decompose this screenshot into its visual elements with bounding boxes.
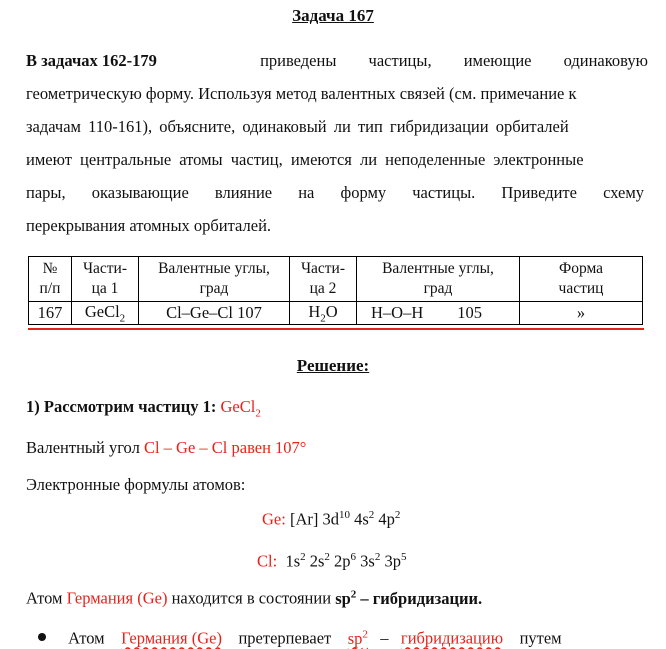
electron-formulas-label: Электронные формулы атомов: [26,475,246,494]
problem-line-4: имеют центральные атомы частиц, имеются ли неподеленные электронные [26,150,584,169]
table-cell-particle1: GeCl$_2$ [72,302,139,325]
problem-line-2: геометрическую форму. Используя метод валентных связей (см. примечание к [26,84,577,103]
table-underline [28,328,644,330]
problem-line-5: пары, оказывающие влияние на форму частицы. Приведите схему [26,183,645,202]
problem-line-1 [26,44,648,77]
solution-title: Решение: [296,356,370,375]
table-header: № п/п [29,257,72,302]
problem-line-3: задачам 110-161), объясните, одинаковый ли тип гибридизации орбиталей [26,117,569,136]
cl-electron-formula: Cl: $1s^2$ $2s^2$ $2p^6$ $3s^2$ $3p^5$ [257,551,407,571]
table-cell-num: 167 [29,302,72,325]
problem-line-1-text: приведены частицы, имеющие одинаковую [260,51,648,70]
problem-line-6: перекрывания атомных орбиталей. [26,216,272,235]
table-header: Валентные углы, град [139,257,290,302]
problem-title: Задача 167 [292,6,374,25]
problem-lead: В задачах 162-179 [26,51,157,70]
hybridization-line: Атом Германия (Ge) находится в состоянии $sp^2$ – гибридизации. [26,588,483,608]
bullet-item: Атом Германия (Ge) претерпевает $sp^2$ – гибридизацию путем [38,628,562,649]
table-row [29,302,643,325]
table-header: Валентные углы, град [357,257,520,302]
table-header: Части- ца 2 [290,257,357,302]
table-header: Части- ца 1 [72,257,139,302]
table-header-row [29,257,643,302]
angle-value: Cl – Ge – Cl равен 107° [143,438,307,457]
ge-electron-formula: Ge: [Ar] $3d^{10}$ $4s^2$ $4p^2$ [262,509,401,529]
table-cell-angle2: H–O–H 105 [357,302,520,325]
table-cell-particle2: $H_2O$ [290,302,357,325]
section-1-heading: 1) Рассмотрим частицу 1: GeCl$_2$ [26,397,261,420]
particles-table [28,256,643,325]
table-cell-angle1: Cl–Ge–Cl 107 [139,302,290,325]
angle-line: Валентный угол Cl – Ge – Cl равен 107° [26,438,307,457]
bullet-dot-icon [38,633,46,641]
section-1-particle: GeCl$_2$ [220,397,261,420]
problem-statement [26,44,648,242]
table-header: Форма частиц [520,257,643,302]
table-cell-shape: » [520,302,643,325]
